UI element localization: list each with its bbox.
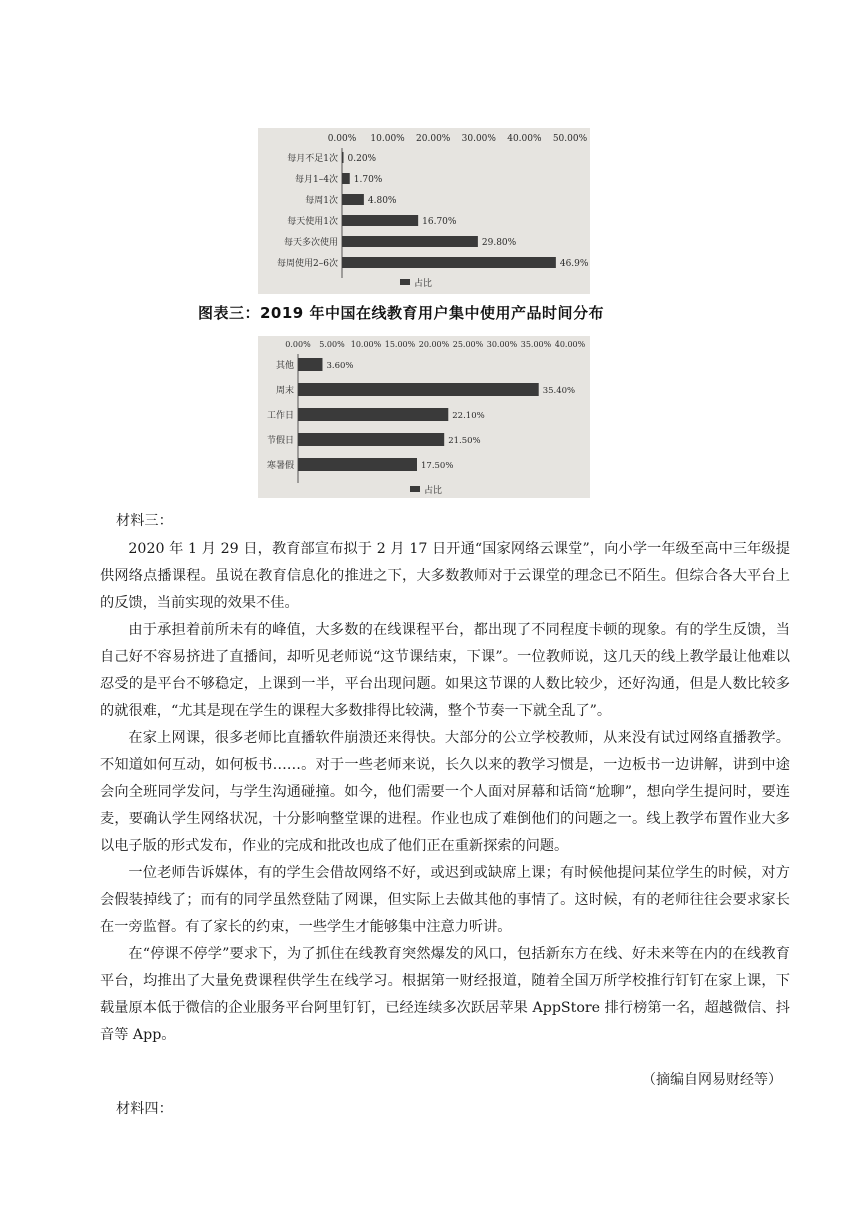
category-label: 其他	[275, 361, 294, 371]
category-label: 寒暑假	[266, 461, 294, 471]
data-label: 3.60%	[326, 361, 354, 371]
x-tick-label: 5.00%	[319, 340, 345, 349]
data-label: 21.50%	[448, 436, 481, 446]
bar	[298, 433, 444, 446]
paragraph: 在家上网课，很多老师比直播软件崩溃还来得快。大部分的公立学校教师，从来没有试过网络直播教学。不知道如何互动，如何板书……。对于一些老师来说，长久以来的教学习惯是，一边板书一边讲解，讲到中途会向全班同学发问，与学生沟通碰撞。如今，他们需要一个人面对屏幕和话筒“尬聊”，想向学生提问时，要连麦，要确认学生网络状况，十分影响整堂课的进程。作业也成了难倒他们的问题之一。线上教学布置作业大多以电子版的形式发布，作业的完成和批改也成了他们正在重新探索的问题。	[100, 730, 790, 854]
x-tick-label: 15.00%	[384, 340, 416, 349]
source-note: （摘编自网易财经等）	[642, 1072, 782, 1088]
legend-swatch	[400, 279, 410, 285]
usage-frequency-chart-svg	[258, 128, 590, 294]
x-tick-label: 40.00%	[554, 340, 586, 349]
usage-time-chart	[258, 336, 590, 498]
data-label: 35.40%	[542, 386, 576, 396]
x-tick-label: 0.00%	[285, 340, 311, 349]
category-label: 周末	[275, 386, 294, 396]
bar	[342, 173, 350, 184]
x-tick-label: 20.00%	[418, 340, 450, 349]
category-label: 每月1–4次	[295, 175, 338, 185]
x-tick-label: 0.00%	[327, 134, 357, 144]
bar	[342, 194, 364, 205]
x-tick-label: 35.00%	[520, 340, 552, 349]
category-label: 节假日	[266, 436, 294, 446]
category-label: 工作日	[266, 411, 294, 421]
bar	[342, 215, 418, 226]
data-label: 46.9%	[559, 259, 589, 269]
category-label: 每天多次使用	[283, 238, 338, 248]
paragraph: 一位老师告诉媒体，有的学生会借故网络不好，或迟到或缺席上课；有时候他提问某位学生的时候，对方会假装掉线了；而有的同学虽然登陆了网课，但实际上去做其他的事情了。这时候，有的老师往往会要求家长在一旁监督。有了家长的约束，一些学生才能够集中注意力听讲。	[100, 865, 790, 935]
bar	[298, 358, 322, 371]
category-label: 每月不足1次	[287, 154, 338, 164]
material3-body	[100, 536, 790, 1049]
material3-label: 材料三：	[116, 513, 173, 529]
bar	[298, 408, 448, 421]
bar	[342, 257, 556, 268]
x-tick-label: 10.00%	[370, 134, 405, 144]
legend-swatch	[410, 486, 420, 492]
data-label: 22.10%	[452, 411, 485, 421]
data-label: 4.80%	[367, 196, 397, 206]
data-label: 16.70%	[422, 217, 457, 227]
x-tick-label: 50.00%	[552, 134, 588, 144]
paragraph: 在“停课不停学”要求下，为了抓住在线教育突然爆发的风口，包括新东方在线、好未来等在内的在线教育平台，均推出了大量免费课程供学生在线学习。根据第一财经报道，随着全国万所学校推行钉钉在家上课，下载量原本低于微信的企业服务平台阿里钉钉，已经连续多次跃居苹果 AppStore 排行榜第一名，超越微信、抖音等 App。	[100, 946, 790, 1043]
chart-caption: 图表三：2019 年中国在线教育用户集中使用产品时间分布	[198, 304, 604, 322]
material4-label: 材料四：	[116, 1101, 173, 1117]
legend-label: 占比	[414, 279, 433, 289]
x-tick-label: 25.00%	[452, 340, 484, 349]
usage-time-chart-svg	[258, 336, 590, 498]
x-tick-label: 40.00%	[507, 134, 542, 144]
data-label: 29.80%	[481, 238, 517, 248]
data-label: 17.50%	[421, 461, 454, 471]
x-tick-label: 20.00%	[416, 134, 451, 144]
usage-frequency-chart	[258, 128, 590, 294]
bar	[342, 236, 478, 247]
category-label: 每天使用1次	[287, 217, 338, 227]
bar	[298, 383, 539, 396]
bar	[342, 152, 344, 163]
bar	[298, 458, 417, 471]
x-tick-label: 10.00%	[350, 340, 382, 349]
legend-label: 占比	[424, 486, 443, 496]
paragraph: 由于承担着前所未有的峰值，大多数的在线课程平台，都出现了不同程度卡顿的现象。有的学生反馈，当自己好不容易挤进了直播间，却听见老师说“这节课结束，下课”。一位教师说，这几天的线上教学最让他难以忍受的是平台不够稳定，上课到一半，平台出现问题。如果这节课的人数比较少，还好沟通，但是人数比较多的就很难，“尤其是现在学生的课程大多数排得比较满，整个节奏一下就全乱了”。	[100, 622, 790, 719]
category-label: 每周使用2–6次	[277, 259, 338, 269]
data-label: 1.70%	[353, 175, 383, 185]
data-label: 0.20%	[347, 154, 377, 164]
category-label: 每周1次	[305, 196, 338, 206]
paragraph: 2020 年 1 月 29 日，教育部宣布拟于 2 月 17 日开通“国家网络云课堂”，向小学一年级至高中三年级提供网络点播课程。虽说在教育信息化的推进之下，大多数教师对于云课堂的理念已不陌生。但综合各大平台上的反馈，当前实现的效果不佳。	[100, 541, 790, 611]
x-tick-label: 30.00%	[486, 340, 518, 349]
x-tick-label: 30.00%	[461, 134, 496, 144]
